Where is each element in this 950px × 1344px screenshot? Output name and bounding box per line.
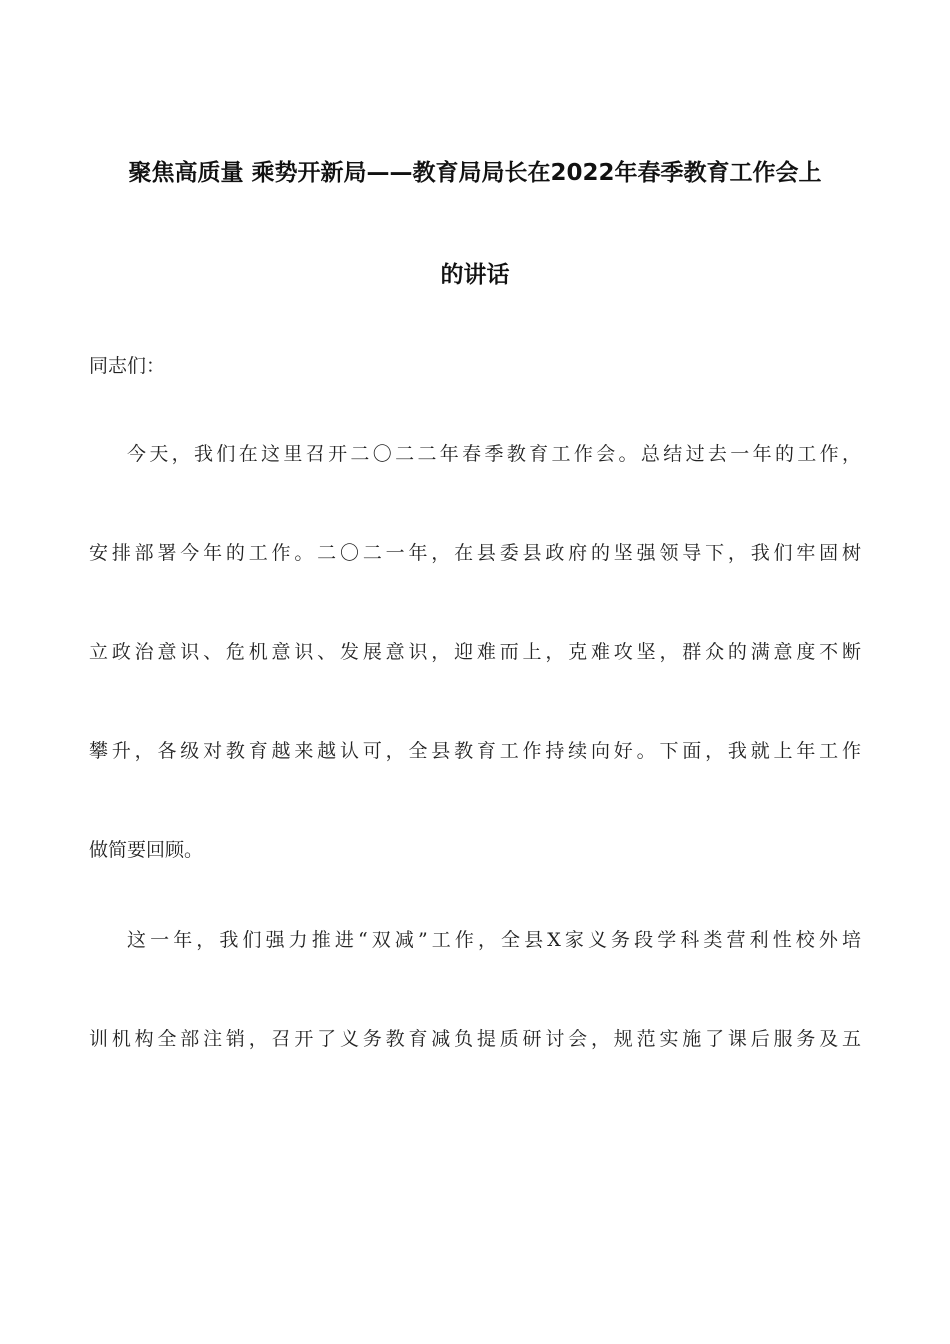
paragraph-1-line-3: 立政治意识、危机意识、发展意识，迎难而上，克难攻坚，群众的满意度不断	[89, 641, 861, 663]
paragraph-1-line-5: 做简要回顾。	[89, 839, 204, 861]
paragraph-1-line-4: 攀升，各级对教育越来越认可，全县教育工作持续向好。下面，我就上年工作	[89, 740, 861, 762]
document-title-line-2: 的讲话	[440, 262, 510, 288]
paragraph-1-line-1: 今天，我们在这里召开二〇二二年春季教育工作会。总结过去一年的工作，	[127, 443, 861, 465]
paragraph-2-line-1: 这一年，我们强力推进“双减”工作，全县X家义务段学科类营利性校外培	[127, 929, 861, 951]
salutation: 同志们：	[89, 355, 166, 377]
paragraph-2-line-2: 训机构全部注销，召开了义务教育减负提质研讨会，规范实施了课后服务及五	[89, 1028, 861, 1050]
document-title-line-1: 聚焦高质量 乘势开新局——教育局局长在2022年春季教育工作会上	[128, 160, 822, 186]
paragraph-1-line-2: 安排部署今年的工作。二〇二一年，在县委县政府的坚强领导下，我们牢固树	[89, 542, 861, 564]
